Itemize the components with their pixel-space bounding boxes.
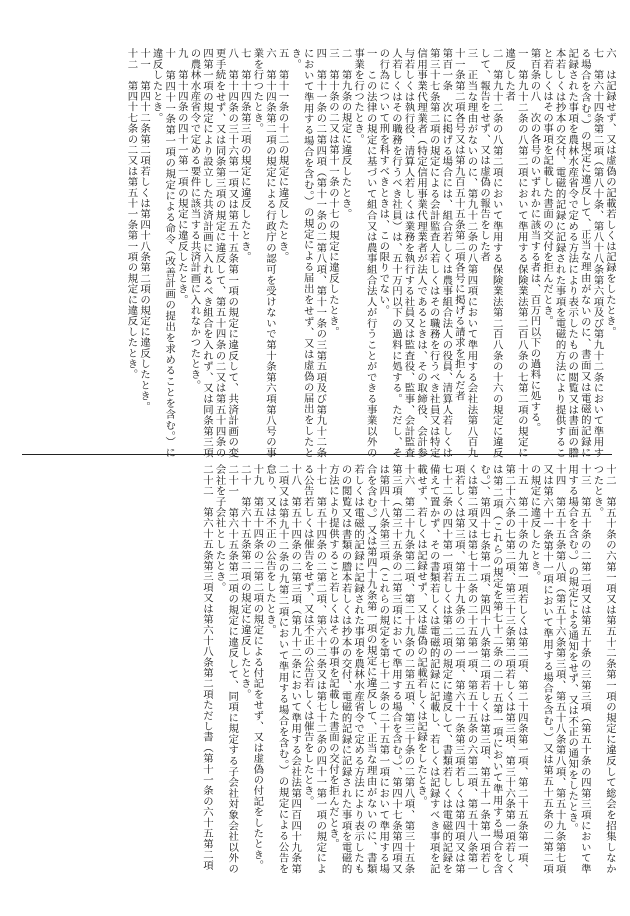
page-divider — [22, 454, 612, 455]
text-line: 十六 第二十九条第二項、第二十九条の二第五項、第三十条の二第八項、第三十五条第三項（第三十五条の二第三項において準用する場合を含む。）、第四十七条第四項又は第四十八条第三項（これらの規定を第七十二条の二十五第一項において準用する場合を含む。）又は第四十九条第一項の規定に違反して、正当な理由がないのに、書類若しくは電磁的記録に記録された事項を農林水産省令で定める方法により表示したものの閲覧又は書類の謄本若しくは抄本の交付、電磁的記録に記録された事項を電磁的方法により提供すること若しくはその事項を記載した書面の交付を拒んだとき。 — [326, 464, 415, 874]
lower-text-block — [20, 464, 616, 874]
text-line: 第百一条 次に掲げる場合には、組合若しくは農事組合法人の役員、清算人若しくは第三十七条第二項の規定による会計監査人若しくはその職務を行うべき社員又は特定信用事業代理業者（特定信用事業代理業者が法人であるときは、その取締役、会計参与若しくは執行役、清算人若しくは業務を執行する社員又は監査役、監事、会計監査人若しくはその職務を行うべき社員）は、五十万円以下の過料に処する。ただし、その行為について刑を科すべきときは、この限りでない。 — [377, 48, 453, 458]
text-line: 一 第九十二条の八第二項において準用する保険業法第二百八条の七第二項の規定に違反した者 — [503, 48, 528, 458]
text-line: 二十二 第六十五条第三項又は第六十八条第二項ただし書（第十一条の六十五第二項 — [201, 464, 213, 871]
text-line: 二十一 第六十五条第二項の規定に違反して、同項に規定する子会社対象会社以外の会社を子会社としたとき。 — [213, 464, 239, 874]
text-line: 十二 第四十七条の二又は第五十一条第一項の規定に違反したとき。 — [125, 48, 138, 380]
text-line: 十九 第五十四条の二第二項の規定による付記をせず、又は虚偽の付記をしたとき。 — [251, 464, 264, 871]
text-line: 十四 第五十五条第八項（第五十六条第三項、第五十八条第八項、第五十九条第七項又は第六十一条第十一項において準用する場合を含む。）又は第五十五条の二第二項の規定に違反したとき。 — [528, 464, 566, 874]
text-line: 十三 第五十条の二第二項又は第五十条の三第三項（第五十条の四第三項において準用する場合を含む。）の規定による通知をせず、又は不正の通知をしたとき。 — [566, 464, 591, 874]
text-line: 第百条の八 次の各号のいずれかに該当する者は、百万円以下の過料に処する。 — [528, 48, 541, 434]
text-line: 八 第十四条の三十六第一項又は第五十五条第一項の規定に違反して、共済計画の変更手続をせず、又は同条第三項の規定に違反して、第五十四条の二又は第五十四条の四第一項の規定により設立した共済計画に入れるべき組合を入れず、又は同条第三項の農林水産省令で定める要件に該当する共済計画に入れなかつたとき。 — [188, 48, 239, 458]
text-line: 二 第九条の規定に違反したとき。 — [339, 48, 352, 220]
text-line: 五 第十一条の十二の規定に違反したとき。 — [276, 48, 289, 262]
text-line: 十五 第二十条の九第一項若しくは第二項、第二十四条第一項、第二十五条第一項、第二十六条の七第二項、第三十三条第二項若しくは第三項、第三十六条第一項若しくは第二項（これらの規定を第七十二条の二十五第一項において準用する場合を含む。）、第四十七条第一項、第四十八条第二項若しくは第三項、第五十一条第一項若しくは第二項又は第七十二条の二十五第一項、第五十五条の六第二項、第五十八条第一項若しくは第三項、第五十九条の二第一項、第六十一条第三項若しくは第四項又は第七十二条の四十第一項若しくは第二項の規定に違反して、書類若しくは電磁的記録を備えて置かず、その書類若しくは電磁的記録に記載し、若しくは記録すべき事項を記載せず、若しくは記録せず、又は虚偽の記載若しくは記録をしたとき。 — [415, 464, 528, 874]
text-line: 十七 第五十四条の二第二項、第六十二条又は第七十二条の四十一第一項の規定による公告若しくは催告をせず、又は不正の公告若しくは催告をしたとき。 — [301, 464, 327, 874]
text-line: 十八 第五十四条の二第三項（第九十二条において準用する会社法第四百四十九条第二項又は第九十二条の九第二項において準用する場合を含む。）の規定による公告を怠り、又は不正の公告をしたとき。 — [263, 464, 302, 874]
text-line: 三 正当な理由がないのに、第九十二条の八第四項において準用する会社法第八百九十一条第二項各号又は第九百五十五条第二項各号に掲げる請求を拒んだ者 — [452, 48, 478, 458]
text-line: 七 第六十四条第二項（第八十条、第八十八条第六項及び第九十二条において準用する場合を含む。）の規定に違反して、正当な理由がないのに、書面又は電磁的記録に記録された事項を農林水産省令で定める方法により表示したものの閲覧又は書面の謄本若しくは抄本の交付、電磁的記録に記録された事項を電磁的方法により提供すること若しくはその事項を記載した書面の交付を拒んだとき。 — [541, 48, 604, 458]
text-line: 六 第十四条第二項の規定による行政庁の認可を受けないで第十条第六項第八号の事業を行つたとき。 — [251, 48, 276, 458]
text-line: 七 第十四条第三項の規定に違反したとき。 — [238, 48, 251, 262]
text-line: 四 第十一条の二第四項（第十一条の二第八項、第十一条の三第五項及び第九十二条において準用する場合を含む。）の規定による届出をせず、又は虚偽の届出をしたとき。 — [289, 48, 327, 458]
text-line: 十 第四十一条第一項の規定による命令（改善計画の提出を求めることを含む。）に違反したとき。 — [150, 48, 176, 458]
text-line: 六 は記録せず、又は虚偽の記載若しくは記録をしたとき。 — [604, 48, 616, 337]
text-line: 十二 第五十条の六第一項又は第五十二条第一項の規定に違反して総会を招集しなかつたとき。 — [591, 464, 616, 874]
text-line: 三 第十条の二又は第十一条の十七の規定に違反したとき。 — [326, 48, 339, 337]
text-line: 二十 第六十五条第二項の規定に違反したとき。 — [238, 464, 251, 700]
text-line: 二 第九十二条の八第二項において準用する保険業法第二百八条の十六の規定に違反して、報告をせず、又は虚偽の報告をした者 — [478, 48, 503, 458]
upper-text-block — [20, 48, 616, 458]
text-line: 九 第十四条の四十一第一項の規定に違反したとき。 — [175, 48, 188, 305]
text-line: 一 この法律の規定に基づいて組合又は農事組合法人が行うことができる事業以外の事業を行つたとき。 — [352, 48, 377, 458]
text-line: 十一 第四十二条第二項若しくは第四十八条第二項の規定に違反したとき。 — [138, 48, 151, 412]
